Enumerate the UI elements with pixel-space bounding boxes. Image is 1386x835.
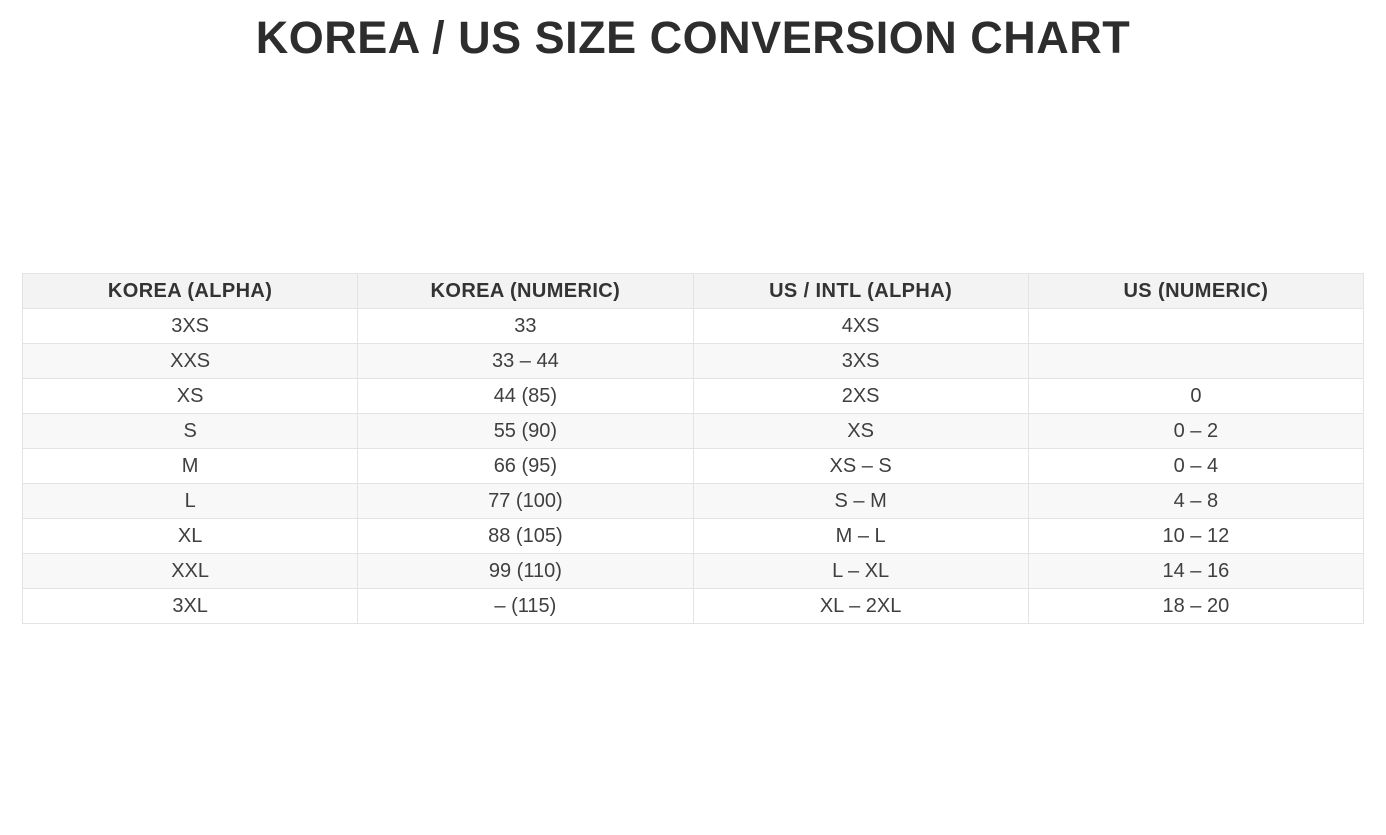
table-cell: 3XS [23, 309, 358, 344]
column-header: US (NUMERIC) [1028, 274, 1363, 309]
table-cell: XS [693, 414, 1028, 449]
table-cell: L [23, 484, 358, 519]
table-cell: 88 (105) [358, 519, 693, 554]
table-cell: 0 – 2 [1028, 414, 1363, 449]
table-row [23, 484, 1364, 519]
table-cell: XS [23, 379, 358, 414]
table-cell: 77 (100) [358, 484, 693, 519]
conversion-table-container [22, 273, 1364, 624]
header-row [23, 274, 1364, 309]
conversion-table [22, 273, 1364, 624]
table-cell: 66 (95) [358, 449, 693, 484]
table-body [23, 309, 1364, 624]
table-cell: 18 – 20 [1028, 589, 1363, 624]
table-cell: 4XS [693, 309, 1028, 344]
table-cell: 55 (90) [358, 414, 693, 449]
table-cell: 44 (85) [358, 379, 693, 414]
table-row [23, 449, 1364, 484]
table-cell: XXL [23, 554, 358, 589]
page-title: KOREA / US SIZE CONVERSION CHART [255, 12, 1131, 63]
table-cell: XXS [23, 344, 358, 379]
table-cell: L – XL [693, 554, 1028, 589]
table-header [23, 274, 1364, 309]
table-cell: 4 – 8 [1028, 484, 1363, 519]
table-row [23, 309, 1364, 344]
table-cell: 33 [358, 309, 693, 344]
table-cell: S – M [693, 484, 1028, 519]
column-header: KOREA (ALPHA) [23, 274, 358, 309]
table-cell: M [23, 449, 358, 484]
table-cell: 2XS [693, 379, 1028, 414]
table-cell: 3XS [693, 344, 1028, 379]
table-row [23, 589, 1364, 624]
table-row [23, 414, 1364, 449]
column-header: KOREA (NUMERIC) [358, 274, 693, 309]
table-cell: 3XL [23, 589, 358, 624]
table-row [23, 519, 1364, 554]
table-row [23, 379, 1364, 414]
column-header: US / INTL (ALPHA) [693, 274, 1028, 309]
table-cell: XS – S [693, 449, 1028, 484]
table-row [23, 344, 1364, 379]
table-cell: 0 [1028, 379, 1363, 414]
table-cell [1028, 309, 1363, 344]
table-cell: XL – 2XL [693, 589, 1028, 624]
table-cell: 33 – 44 [358, 344, 693, 379]
table-cell: 0 – 4 [1028, 449, 1363, 484]
table-cell: S [23, 414, 358, 449]
table-cell: 10 – 12 [1028, 519, 1363, 554]
table-row [23, 554, 1364, 589]
table-cell: – (115) [358, 589, 693, 624]
table-cell [1028, 344, 1363, 379]
table-cell: 14 – 16 [1028, 554, 1363, 589]
table-cell: M – L [693, 519, 1028, 554]
table-cell: 99 (110) [358, 554, 693, 589]
table-cell: XL [23, 519, 358, 554]
